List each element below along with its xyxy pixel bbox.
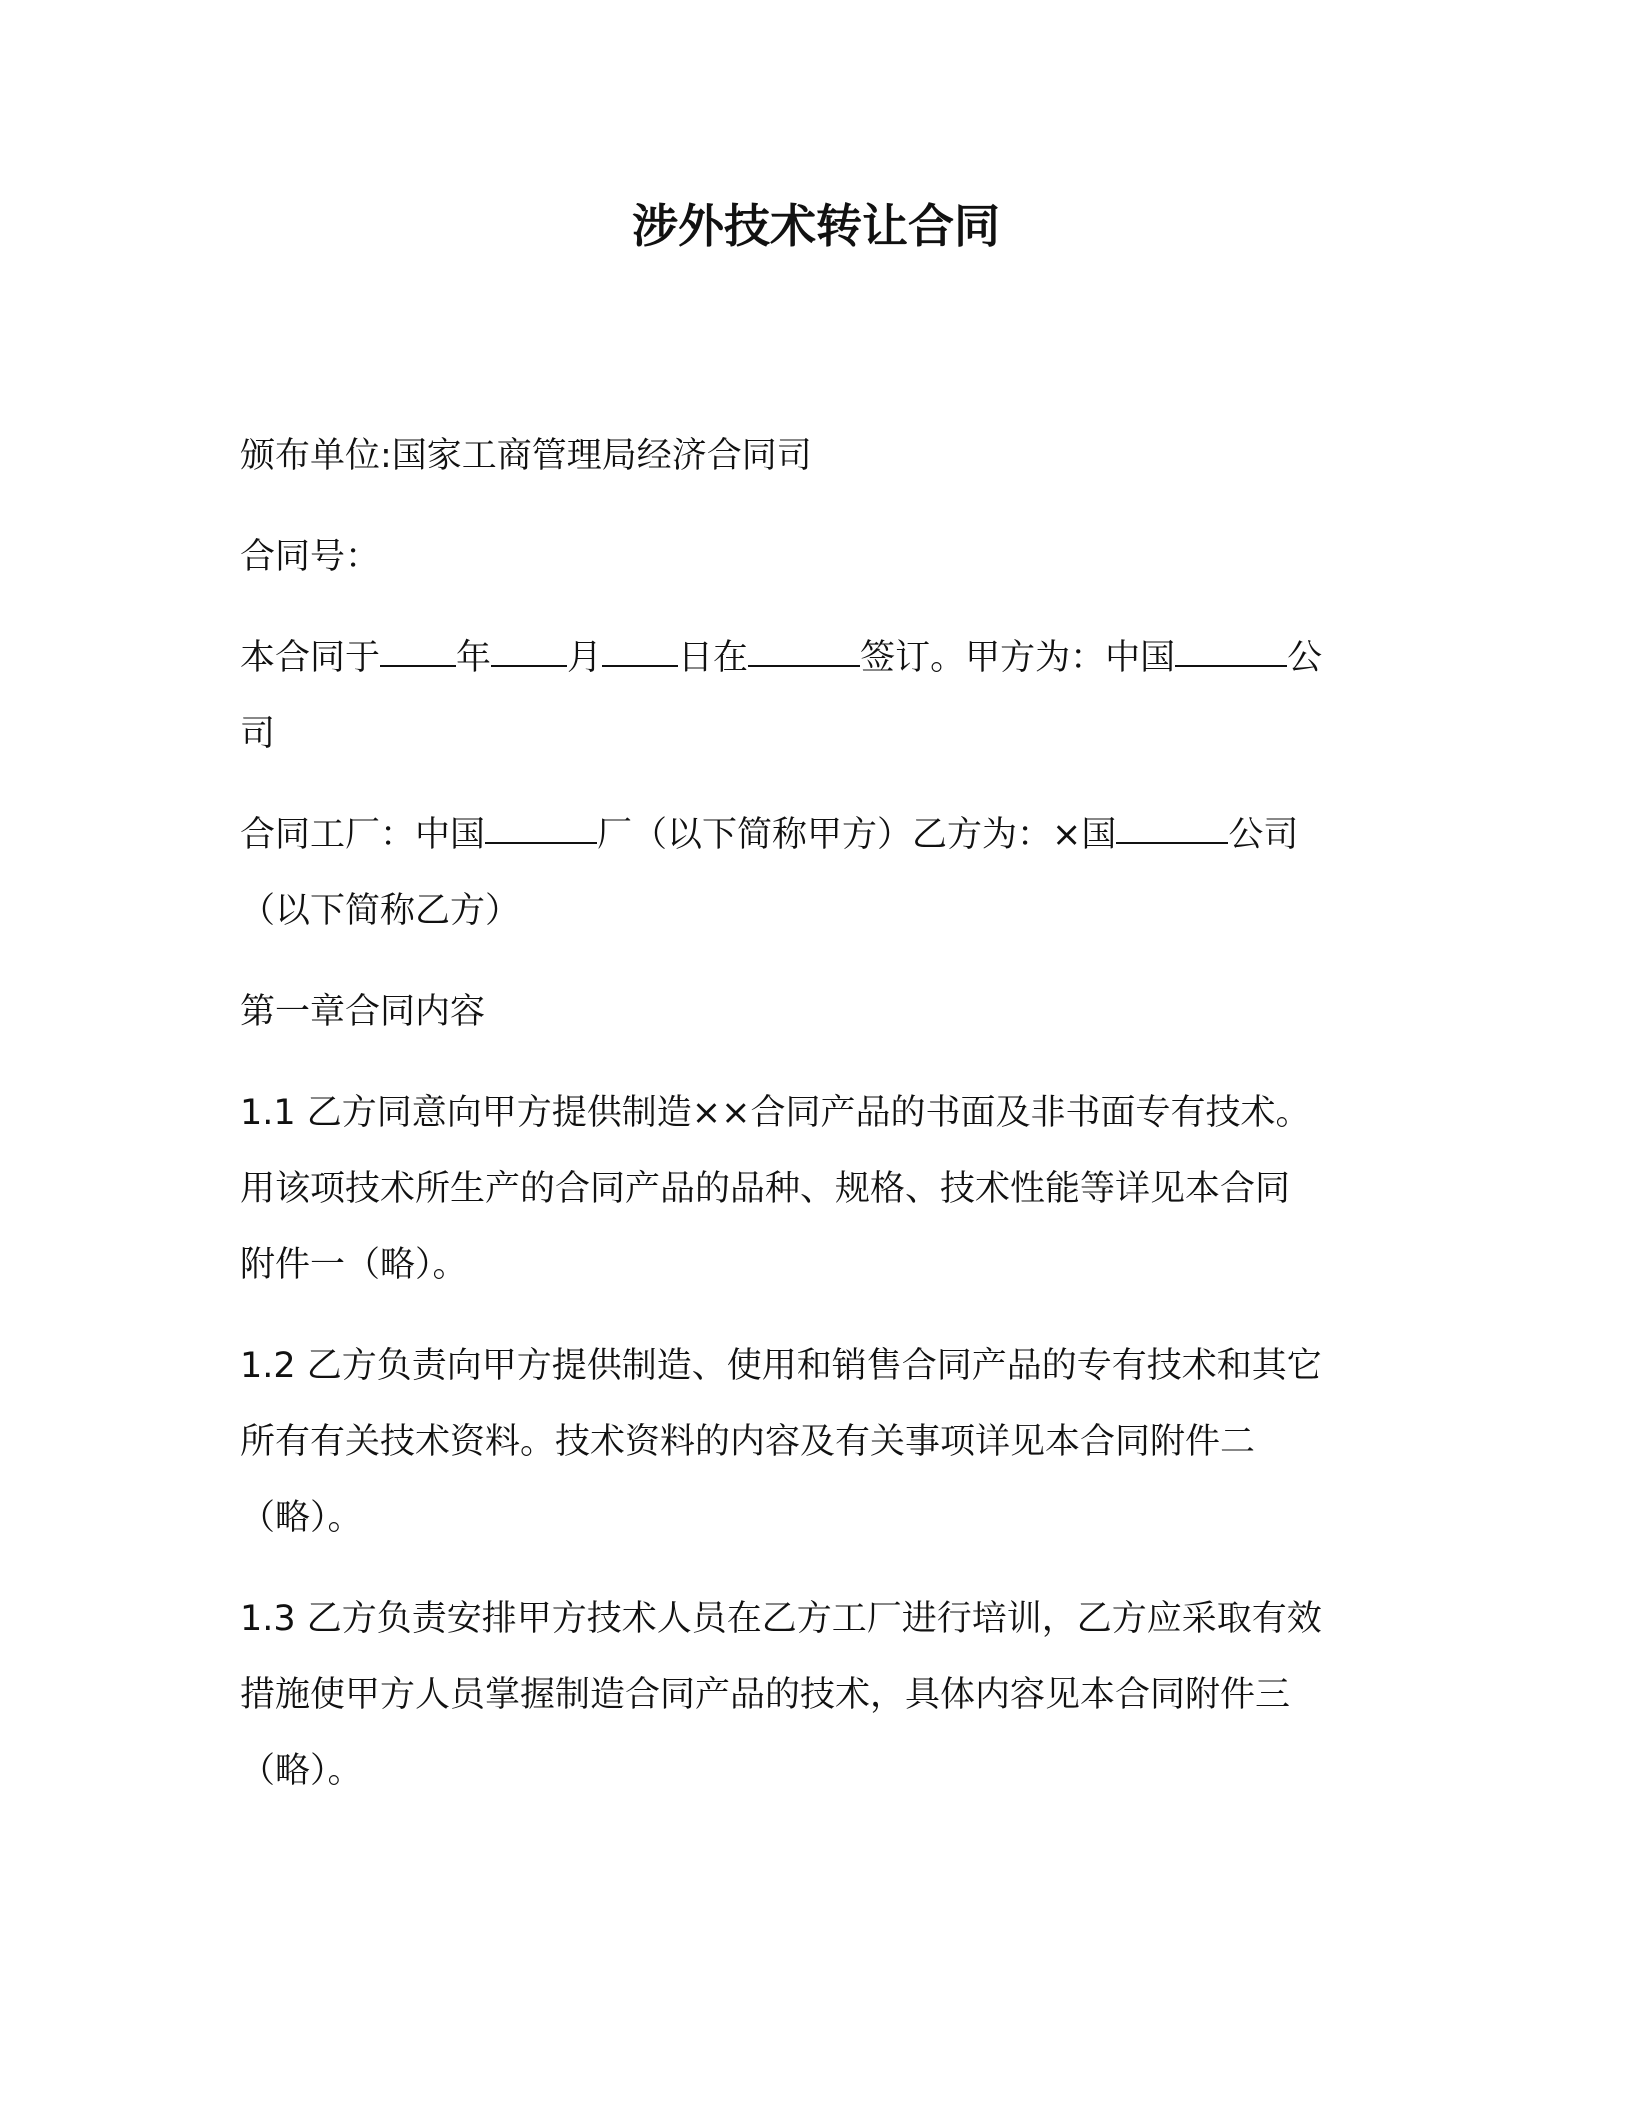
parties-line-2: （以下简称乙方） xyxy=(240,891,521,931)
signing-paragraph xyxy=(240,620,1400,772)
parties-line-1 xyxy=(240,797,1400,873)
parties-paragraph xyxy=(240,797,1400,949)
clause-1-1-line-2: 用该项技术所生产的合同产品的品种、规格、技术性能等详见本合同 xyxy=(240,1169,1291,1209)
signing-line-2: 司 xyxy=(240,714,276,754)
contract-number-line xyxy=(240,519,1400,595)
blank-factory xyxy=(485,841,597,844)
parties-text-1: 合同工厂：中国 xyxy=(240,815,486,855)
clause-1-3-line-1: 1.3 乙方负责安排甲方技术人员在乙方工厂进行培训，乙方应采取有效 xyxy=(240,1599,1322,1639)
document-body xyxy=(240,418,1400,1834)
signing-text-4: 日在 xyxy=(678,638,749,678)
blank-party-b-company xyxy=(1116,841,1228,844)
contract-number-label: 合同号： xyxy=(240,537,381,577)
chapter-1-heading xyxy=(240,974,1400,1050)
document-title: 涉外技术转让合同 xyxy=(632,199,1000,253)
signing-text-5: 签订。甲方为：中国 xyxy=(860,638,1176,678)
clause-1-2-line-3: （略）。 xyxy=(240,1498,363,1538)
issuer-line xyxy=(240,418,1400,494)
blank-party-a-company xyxy=(1175,664,1287,667)
blank-place xyxy=(748,664,860,667)
clause-1-1-line-1: 1.1 乙方同意向甲方提供制造××合同产品的书面及非书面专有技术。 xyxy=(240,1093,1311,1133)
clause-1-2-line-1: 1.2 乙方负责向甲方提供制造、使用和销售合同产品的专有技术和其它 xyxy=(240,1346,1322,1386)
signing-text-1: 本合同于 xyxy=(240,638,381,678)
blank-day xyxy=(602,664,678,667)
parties-text-3: 公司 xyxy=(1228,815,1299,855)
blank-year xyxy=(380,664,456,667)
signing-text-3: 月 xyxy=(567,638,603,678)
chapter-1-heading-text: 第一章合同内容 xyxy=(240,992,486,1032)
clause-1-3-line-3: （略）。 xyxy=(240,1751,363,1791)
signing-text-6: 公 xyxy=(1287,638,1323,678)
signing-line-1 xyxy=(240,620,1400,696)
clause-1-1-line-3: 附件一（略）。 xyxy=(240,1245,468,1285)
clause-1-3-line-2: 措施使甲方人员掌握制造合同产品的技术，具体内容见本合同附件三 xyxy=(240,1675,1291,1715)
parties-text-2: 厂（以下简称甲方）乙方为：×国 xyxy=(597,815,1117,855)
clause-1-1 xyxy=(240,1075,1400,1303)
clause-1-2-line-2: 所有有关技术资料。技术资料的内容及有关事项详见本合同附件二 xyxy=(240,1422,1256,1462)
signing-text-2: 年 xyxy=(456,638,492,678)
issuer-text: 颁布单位:国家工商管理局经济合同司 xyxy=(240,436,812,476)
clause-1-3 xyxy=(240,1581,1400,1809)
clause-1-2 xyxy=(240,1328,1400,1556)
blank-month xyxy=(491,664,567,667)
